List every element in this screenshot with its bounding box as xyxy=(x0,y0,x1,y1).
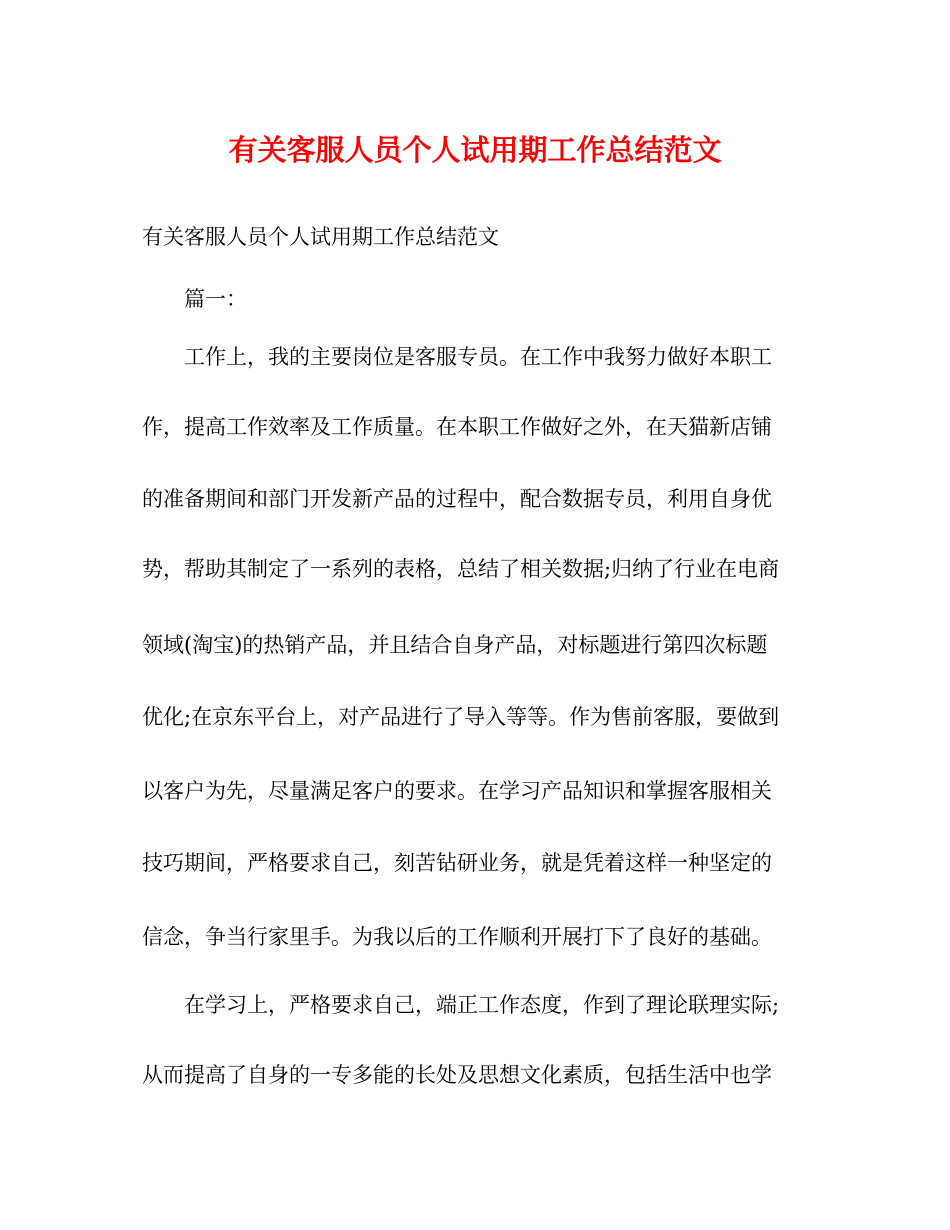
text-line: 在学习上，严格要求自己，端正工作态度，作到了理论联理实际; xyxy=(142,993,780,1017)
text-line: 工作上，我的主要岗位是客服专员。在工作中我努力做好本职工 xyxy=(142,345,772,369)
text-line: 从而提高了自身的一专多能的长处及思想文化素质，包括生活中也学 xyxy=(142,1063,772,1087)
text-line: 作，提高工作效率及工作质量。在本职工作做好之外，在天猫新店铺 xyxy=(142,415,772,439)
text-line: 以客户为先，尽量满足客户的要求。在学习产品知识和掌握客服相关 xyxy=(142,779,772,803)
text-line: 有关客服人员个人试用期工作总结范文 xyxy=(142,225,499,249)
document-title: 有关客服人员个人试用期工作总结范文 xyxy=(228,133,722,167)
text-line: 篇一： xyxy=(142,287,247,311)
text-line: 势，帮助其制定了一系列的表格，总结了相关数据;归纳了行业在电商 xyxy=(142,557,780,581)
text-line: 的准备期间和部门开发新产品的过程中，配合数据专员，利用自身优 xyxy=(142,487,772,511)
text-line: 优化;在京东平台上，对产品进行了导入等等。作为售前客服，要做到 xyxy=(142,705,780,729)
text-line: 技巧期间，严格要求自己，刻苦钻研业务，就是凭着这样一种坚定的 xyxy=(142,851,772,875)
text-line: 领域(淘宝)的热销产品，并且结合自身产品，对标题进行第四次标题 xyxy=(142,633,768,657)
text-line: 信念，争当行家里手。为我以后的工作顺利开展打下了良好的基础。 xyxy=(142,925,772,949)
